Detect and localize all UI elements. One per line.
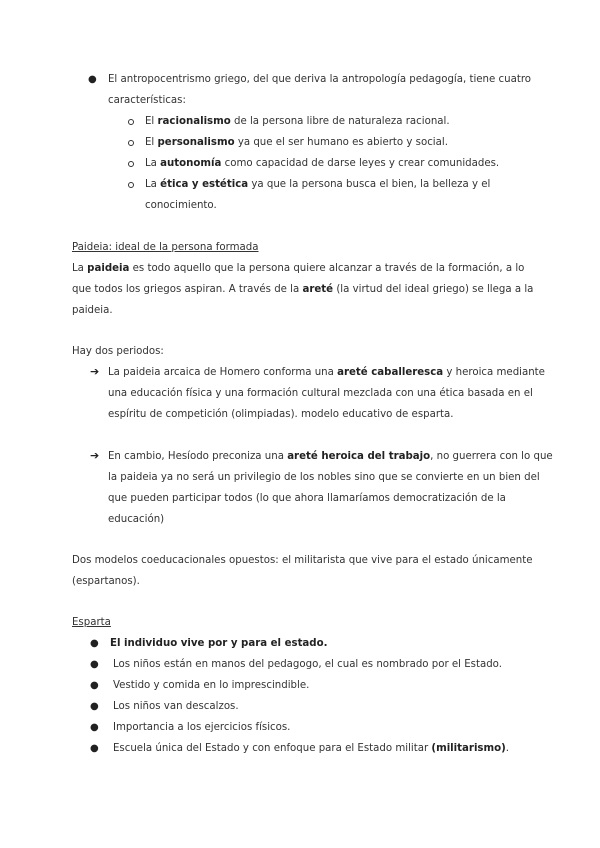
bullet-dot: ● (90, 659, 99, 670)
sub-item-personalismo: El personalismo ya que el ser humano es abierto y social. (145, 137, 448, 148)
sub-bullet-circle (128, 161, 134, 167)
period-1-line-2: una educación física y una formación cultural mezclada con una ética basada en el (108, 388, 533, 399)
bullet-dot: ● (90, 722, 99, 733)
paideia-line-3: paideia. (72, 305, 113, 316)
arrow-icon: ➔ (90, 449, 100, 462)
sub-bullet-circle (128, 140, 134, 146)
period-1-line-1: La paideia arcaica de Homero conforma una areté caballeresca y heroica mediante (108, 367, 545, 378)
models-line-1: Dos modelos coeducacionales opuestos: el militarista que vive para el estado únicamente (72, 555, 533, 566)
esparta-item-6: Escuela única del Estado y con enfoque para el Estado militar (militarismo). (113, 743, 510, 754)
sub-bullet-circle (128, 119, 134, 125)
period-1-line-3: espíritu de competición (olimpiadas). modelo educativo de esparta. (108, 409, 454, 420)
sub-item-autonomia: La autonomía como capacidad de darse leyes y crear comunidades. (145, 158, 500, 169)
paideia-line-2: que todos los griegos aspiran. A través de la areté (la virtud del ideal griego) se llega a la (72, 284, 534, 295)
esparta-item-4: Los niños van descalzos. (113, 701, 239, 712)
models-line-2: (espartanos). (72, 576, 140, 587)
bullet-dot: ● (90, 743, 99, 754)
period-2-line-1: En cambio, Hesíodo preconiza una areté heroica del trabajo, no guerrera con lo que (108, 451, 553, 462)
sub-item-racionalismo: El racionalismo de la persona libre de naturaleza racional. (145, 116, 450, 127)
esparta-item-3: Vestido y comida en lo imprescindible. (113, 680, 310, 691)
esparta-item-1: El individuo vive por y para el estado. (110, 638, 328, 649)
sub-item-etica-cont: conocimiento. (145, 200, 217, 211)
periods-intro: Hay dos periodos: (72, 346, 164, 357)
bullet-dot: ● (88, 74, 97, 85)
intro-text: El antropocentrismo griego, del que deriva la antropología pedagogía, tiene cuatro (108, 74, 532, 85)
bullet-dot: ● (90, 701, 99, 712)
intro-text-cont: características: (108, 95, 186, 106)
paideia-heading: Paideia: ideal de la persona formada (72, 242, 259, 253)
sub-item-etica: La ética y estética ya que la persona busca el bien, la belleza y el (145, 179, 491, 190)
period-2-line-3: que pueden participar todos (lo que ahora llamaríamos democratización de la (108, 493, 506, 504)
arrow-icon: ➔ (90, 365, 100, 378)
esparta-heading: Esparta (72, 617, 111, 628)
period-2-line-2: la paideia ya no será un privilegio de los nobles sino que se convierte en un bien del (108, 472, 540, 483)
bullet-dot: ● (90, 680, 99, 691)
paideia-line-1: La paideia es todo aquello que la persona quiere alcanzar a través de la formación, a lo (72, 263, 525, 274)
esparta-item-5: Importancia a los ejercicios físicos. (113, 722, 291, 733)
esparta-item-2: Los niños están en manos del pedagogo, el cual es nombrado por el Estado. (113, 659, 502, 670)
bullet-dot: ● (90, 638, 99, 649)
sub-bullet-circle (128, 182, 134, 188)
period-2-line-4: educación) (108, 514, 165, 525)
